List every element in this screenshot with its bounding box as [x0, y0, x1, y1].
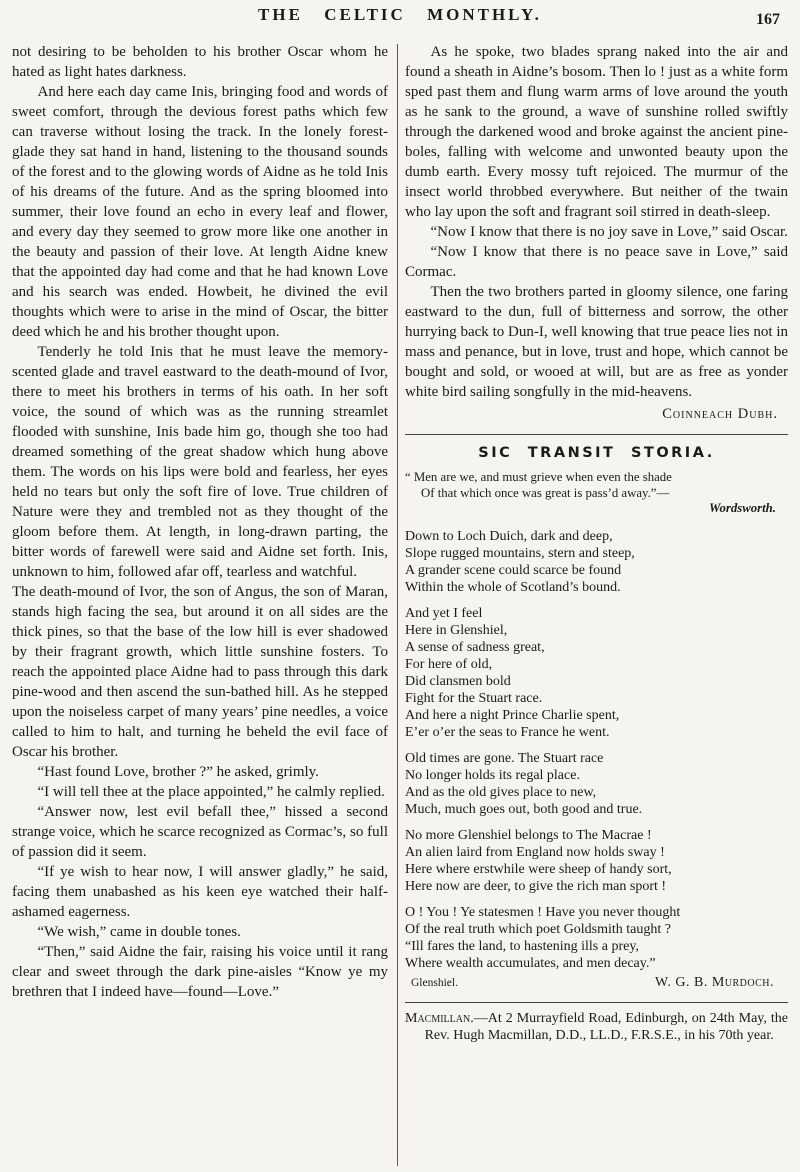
paragraph: “We wish,” came in double tones. — [37, 924, 241, 940]
paragraph: not desiring to be beholden to his brother Oscar whom he hated as light hates darkness. — [12, 44, 388, 80]
poem-stanza — [405, 528, 788, 596]
paragraph: “Hast found Love, brother ?” he asked, grimly. — [37, 764, 319, 780]
right-column — [405, 42, 788, 1172]
columns — [12, 42, 788, 1172]
column-divider — [397, 44, 398, 1166]
paragraph: And here each day came Inis, bringing food and words of sweet comfort, through the devious forest paths which few can traverse without losing the track. In the lonely forest-glade they sat hand in hand, listening to the thousand sounds of the forest and to the glowing words of Aidne as he told Inis of his dreams of the future. And as the spring bloomed into summer, their love found an echo in every leaf and flower, and every day they seemed to grow more like one another in the beauty and passion of their love. At length Aidne knew that the appointed day had come and that he had known Love and his search was ended. Howbeit, he divined the evil thoughts which were to arise in the mind of Oscar, the bitter deed which he and his brother thought upon. — [12, 84, 388, 340]
poem-stanza — [405, 750, 788, 818]
paragraph: Tenderly he told Inis that he must leave the memory-scented glade and travel eastward to the death-mound of Ivor, there to meet his brothers in terms of his oath. In her soft voice, the sound of which was as the running streamlet flooded with sunshine, Inis bade him go, though she too had dreamed something of the great shadow which hung above them. The words on his lips were bold and fearless, her eyes held no tears but only the soft fire of love. True children of Nature were they and trembled not as they thought of the gloom before them. At length, in long-drawn parting, the bitter words of farewell were said and Aidne set forth. Inis, unknown to him, followed afar off, tearless and watchful. — [12, 344, 388, 580]
notice-text: —At 2 Murrayfield Road, Edinburgh, on 24th May, the Rev. Hugh Macmillan, D.D., LL.D., F.R.S.E., in his 70th year. — [424, 1010, 788, 1043]
paragraph: “Now I know that there is no joy save in Love,” said Oscar. — [430, 224, 788, 240]
poem-line: “Ill fares the land, to hastening ills a prey, — [405, 938, 639, 954]
poem-line: And as the old gives place to new, — [405, 784, 597, 800]
poem-place: Glenshiel. — [411, 976, 458, 989]
poem-stanza — [405, 904, 788, 972]
poem-line: Old times are gone. The Stuart race — [405, 750, 604, 766]
obituary-notice — [405, 1010, 788, 1045]
poem-author: W. G. B. Murdoch. — [654, 974, 774, 990]
page-number: 167 — [756, 11, 780, 28]
paragraph: “If ye wish to hear now, I will answer gladly,” he said, facing them unabashed as his keen eye watched their half-ashamed eagerness. — [12, 864, 388, 920]
poem-line: Much, much goes out, both good and true. — [405, 801, 643, 817]
poem-line: A sense of sadness great, — [405, 639, 545, 655]
epigraph-line: Of that which once was great is pass’d away.”— — [421, 485, 670, 500]
stanza-list — [405, 528, 788, 972]
paragraph: “Now I know that there is no peace save in Love,” said Cormac. — [405, 244, 788, 280]
page-header — [0, 5, 800, 28]
epigraph-attribution: Wordsworth. — [709, 501, 776, 515]
poem-line: Here in Glenshiel, — [405, 622, 508, 638]
left-paragraph-list — [12, 42, 388, 1002]
poem-line: Did clansmen bold — [405, 673, 511, 689]
section-rule — [405, 434, 788, 435]
notice-lead: Macmillan. — [405, 1010, 474, 1026]
paragraph: As he spoke, two blades sprang naked into the air and found a sheath in Aidne’s bosom. Then lo ! just as a white form sped past them and flung warm arms of love around the youth as he sank to the ground, a wave of sunshine rolled swiftly through the darkened wood and broke against the ancient pine-boles, falling with welcome and unwonted beauty upon the dumb earth. Every mossy tuft rejoiced. The murmur of the insect world throbbed everywhere. But neither of the twain who lay upon the soft and fragrant soil stirred in death-sleep. — [405, 44, 788, 220]
stanza-line-list — [405, 827, 788, 895]
notice-rule — [405, 1002, 788, 1003]
section-heading: SIC TRANSIT STORIA. — [478, 445, 715, 461]
poem-line: A grander scene could scarce be found — [405, 562, 622, 578]
author-signature: Coinneach Dubh. — [662, 406, 778, 422]
stanza-line-list — [405, 605, 788, 741]
poem-line: No longer holds its regal place. — [405, 767, 580, 783]
paragraph: “Answer now, lest evil befall thee,” hissed a second strange voice, which he scarce recognized as Cormac’s, so full of passion did it seem. — [12, 804, 388, 860]
poem — [405, 528, 788, 972]
poem-line: For here of old, — [405, 656, 493, 672]
epigraph-line: “ Men are we, and must grieve when even the shade — [405, 470, 672, 484]
paragraph: “I will tell thee at the place appointed,” he calmly replied. — [37, 784, 385, 800]
poem-line: Within the whole of Scotland’s bound. — [405, 579, 621, 595]
poem-line: Here where erstwhile were sheep of handy sort, — [405, 861, 672, 877]
poem-line: Down to Loch Duich, dark and deep, — [405, 528, 613, 544]
paragraph: “Then,” said Aidne the fair, raising his voice until it rang clear and sweet through the dark pine-aisles “Know ye my brethren that I indeed have—found—Love.” — [12, 944, 388, 1000]
poem-line: An alien laird from England now holds sway ! — [405, 844, 665, 860]
stanza-line-list — [405, 904, 788, 972]
epigraph — [405, 470, 788, 517]
poem-line: Where wealth accumulates, and men decay.” — [405, 955, 656, 971]
poem-line: Fight for the Stuart race. — [405, 690, 543, 706]
poem-stanza — [405, 827, 788, 895]
poem-line: Of the real truth which poet Goldsmith taught ? — [405, 921, 671, 937]
poem-footer — [405, 975, 788, 991]
stanza-line-list — [405, 528, 788, 596]
poem-line: Slope rugged mountains, stern and steep, — [405, 545, 635, 561]
journal-title: THE CELTIC MONTHLY. — [258, 5, 542, 24]
poem-line: And here a night Prince Charlie spent, — [405, 707, 620, 723]
poem-line: And yet I feel — [405, 605, 483, 621]
paragraph: Then the two brothers parted in gloomy silence, one faring eastward to the dun, full of bitterness and sorrow, the other hurrying back to Dun-I, well knowing that true peace lies not in mass and penance, but in love, trust and hope, which cannot be bought and sold, or wooed at will, but are as free as yonder white bird sailing songfully in the mid-heavens. — [405, 284, 788, 400]
poem-stanza — [405, 605, 788, 741]
poem-line: E’er o’er the seas to France he went. — [405, 724, 610, 740]
poem-line: No more Glenshiel belongs to The Macrae ! — [405, 827, 652, 843]
paragraph: The death-mound of Ivor, the son of Angus, the son of Maran, stands high facing the sea, but around it on all sides are the thick pines, so that the base of the low hill is ever shadowed by their fragrant growth, which little sunshine fosters. To reach the appointed place Aidne had to pass through this dark pine-wood and then ascend the sun-bathed hill. As he stepped upon the noiseless carpet of many years’ pine needles, a voice called to him to halt, and turning he beheld the evil face of Oscar his brother. — [12, 584, 388, 760]
poem-line: O ! You ! Ye statesmen ! Have you never thought — [405, 904, 681, 920]
poem-line: Here now are deer, to give the rich man sport ! — [405, 878, 667, 894]
right-paragraph-list — [405, 42, 788, 402]
stanza-line-list — [405, 750, 788, 818]
left-column — [12, 42, 388, 1172]
